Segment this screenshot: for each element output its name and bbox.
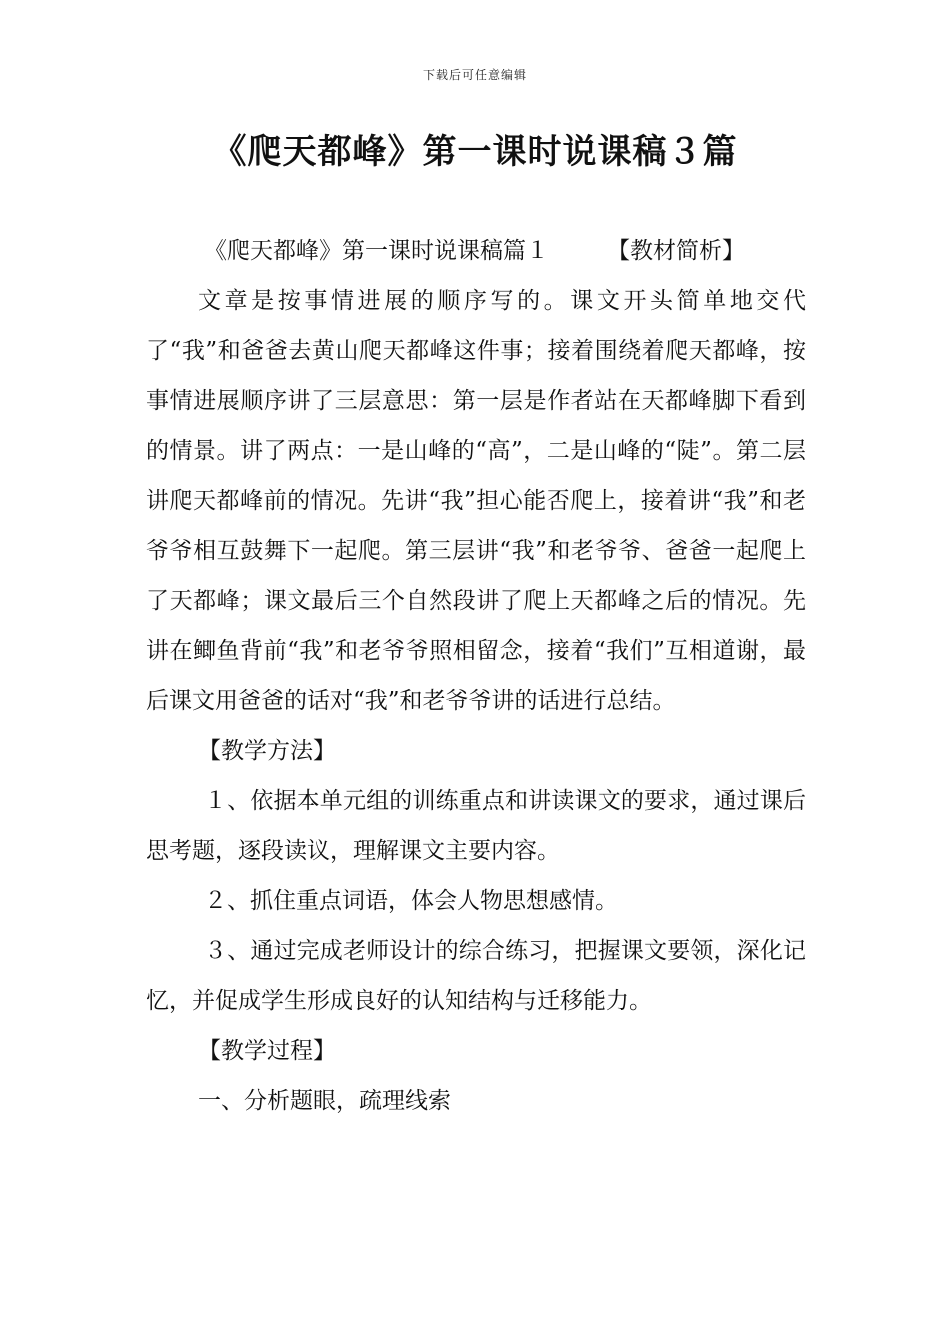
paragraph-method-2: ２、抓住重点词语，体会人物思想感情。 <box>204 888 618 914</box>
paragraph-method-1: １、依据本单元组的训练重点和讲读课文的要求，通过课后思考题，逐段读议，理解课文主要内容。 <box>146 788 806 864</box>
paragraph-analysis: 文章是按事情进展的顺序写的。课文开头简单地交代了“我”和爸爸去黄山爬天都峰这件事；接着围绕着爬天都峰，按事情进展顺序讲了三层意思：第一层是作者站在天都峰脚下看到的情景。讲了两点：一是山峰的“高”，二是山峰的“陡”。第二层讲爬天都峰前的情况。先讲“我”担心能否爬上，接着讲“我”和老爷爷相互鼓舞下一起爬。第三层讲“我”和老爷爷、爸爸一起爬上了天都峰；课文最后三个自然段讲了爬上天都峰之后的情况。先讲在鲫鱼背前“我”和老爷爷照相留念，接着“我们”互相道谢，最后课文用爸爸的话对“我”和老爷爷讲的话进行总结。 <box>146 288 806 714</box>
section-subtitle: 《爬天都峰》第一课时说课稿篇１ <box>204 238 549 264</box>
document-body <box>146 226 806 1126</box>
paragraph-method-3: ３、通过完成老师设计的综合练习，把握课文要领，深化记忆，并促成学生形成良好的认知结构与迁移能力。 <box>146 938 806 1014</box>
header-note: 下载后可任意编辑 <box>422 68 527 82</box>
document-title: 《爬天都峰》第一课时说课稿３篇 <box>212 132 738 172</box>
paragraph-process-1: 一、分析题眼，疏理线索 <box>198 1088 451 1114</box>
section-heading-method: 【教学方法】 <box>198 738 336 764</box>
section-heading-textbook: 【教材简析】 <box>607 238 745 264</box>
section-heading-process: 【教学过程】 <box>198 1038 336 1064</box>
section-line <box>146 226 806 276</box>
